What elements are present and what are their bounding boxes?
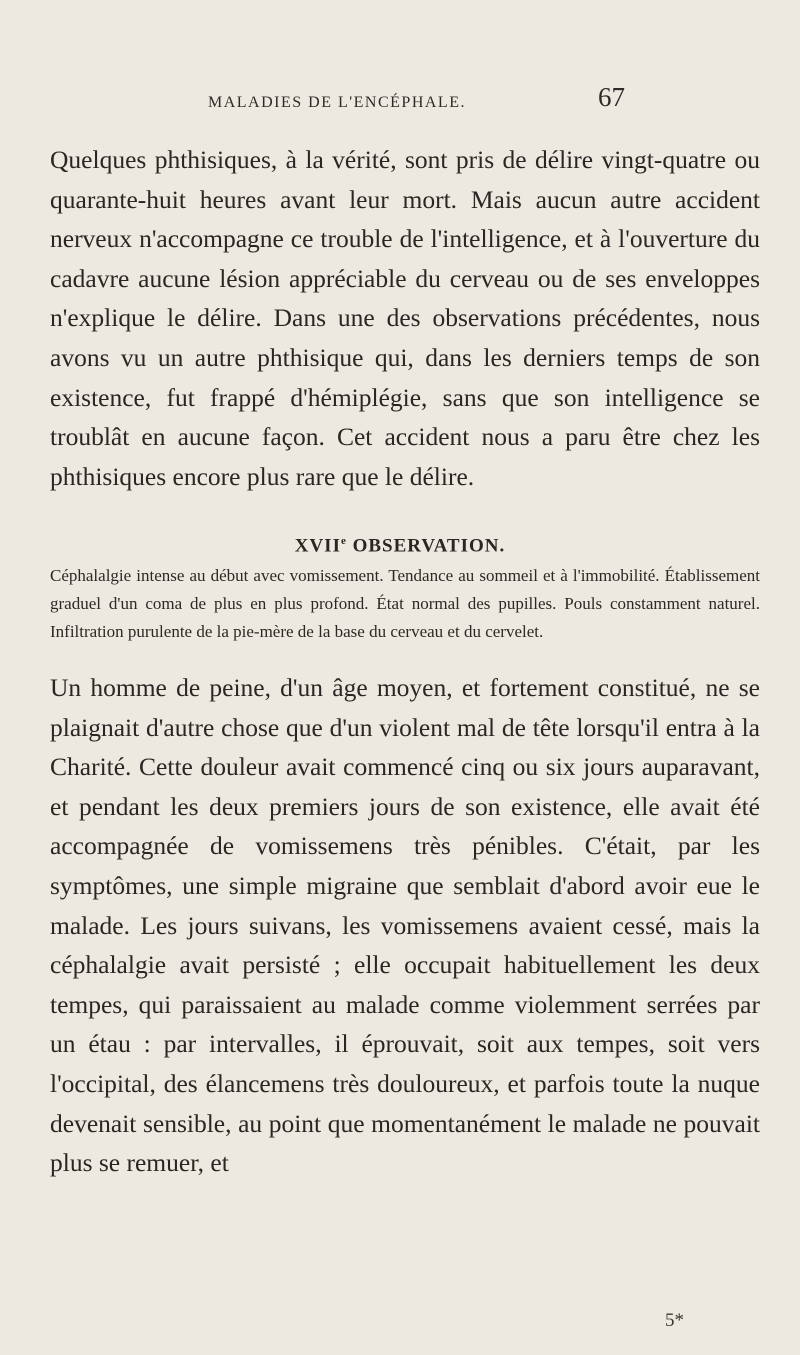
section-suffix: e — [340, 535, 347, 547]
section-title-text: OBSERVATION. — [352, 535, 506, 557]
running-head: MALADIES DE L'ENCÉPHALE. — [208, 94, 466, 111]
paragraph-observation: Un homme de peine, d'un âge moyen, et fortement constitué, ne se plaignait d'autre chose que d'un violent mal de tête lorsqu'il entra à la Charité. Cette douleur avait commencé cinq ou six jours auparavant, et pendant les deux premiers jours de son existence, elle avait été accompagnée de vomissemens très pénibles. C'était, par les symptômes, une simple migraine que semblait d'abord avoir eue le malade. Les jours suivans, les vomissemens avaient cessé, mais la céphalalgie avait persisté ; elle occupait habituellement les deux tempes, qui paraissaient au malade comme violemment serrées par un étau : par intervalles, il éprouvait, soit aux tempes, soit vers l'occipital, des élancemens très douloureux, et parfois toute la nuque devenait sensible, au point que momentanément le malade ne pouvait plus se remuer, et — [50, 673, 760, 1178]
paragraph-intro: Quelques phthisiques, à la vérité, sont pris de délire vingt-quatre ou quarante-huit heures avant leur mort. Mais aucun autre accident nerveux n'accompagne ce trouble de l'intelligence, et à l'ouverture du cadavre aucune lésion appréciable du cerveau ou de ses enveloppes n'explique le délire. Dans une des observations précédentes, nous avons vu un autre phthisique qui, dans les derniers temps de son existence, fut frappé d'hémiplégie, sans que son intelligence se troublât en aucune façon. Cet accident nous a paru être chez les phthisiques encore plus rare que le délire. — [50, 145, 760, 491]
section-heading — [0, 535, 800, 557]
observation-summary: Céphalalgie intense au début avec vomissement. Tendance au sommeil et à l'immobilité. Établissement graduel d'un coma de plus en plus profond. État normal des pupilles. Pouls constamment naturel. Infiltration purulente de la pie-mère de la base du cerveau et du cervelet. — [50, 566, 760, 642]
page-number: 67 — [598, 82, 625, 112]
section-number: XVII — [294, 535, 341, 557]
printer-signature: 5* — [665, 1310, 684, 1331]
